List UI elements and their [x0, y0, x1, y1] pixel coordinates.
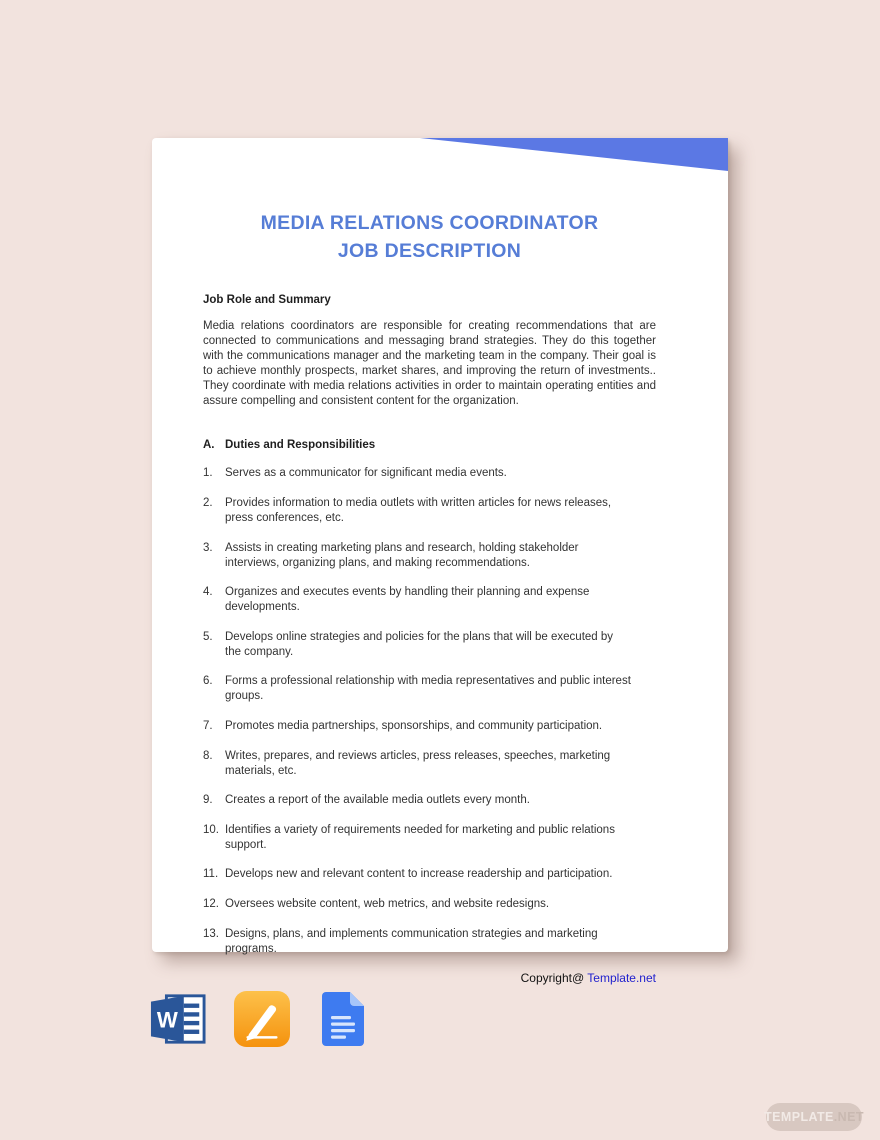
google-docs-icon[interactable]	[318, 991, 368, 1047]
duty-text: Assists in creating marketing plans and research, holding stakeholder interviews, organizing plans, and making recommendations.	[225, 541, 579, 569]
duty-number: 7.	[203, 720, 213, 732]
duty-number: 10.	[203, 823, 219, 836]
apple-pages-icon[interactable]	[234, 991, 290, 1047]
duty-text: Develops new and relevant content to increase readership and participation.	[225, 868, 613, 881]
duty-item-11	[203, 867, 656, 882]
duty-item-10	[203, 823, 656, 853]
duty-item-7	[203, 719, 656, 734]
duty-text: Organizes and executes events by handling their planning and expense developments.	[225, 586, 590, 614]
duties-section-title: Duties and Responsibilities	[225, 439, 376, 452]
duty-number: 2.	[203, 497, 213, 510]
available-format-icons	[150, 991, 368, 1047]
duty-text: Oversees website content, web metrics, and website redesigns.	[225, 897, 550, 910]
duty-number: 11.	[203, 868, 219, 881]
duty-item-4	[203, 585, 656, 615]
duties-list	[203, 466, 656, 956]
document-title-line1: MEDIA RELATIONS COORDINATOR	[260, 212, 599, 234]
watermark-tld-text: .NET	[833, 1110, 864, 1124]
microsoft-word-icon[interactable]	[150, 991, 206, 1047]
summary-paragraph: Media relations coordinators are responsible for creating recommendations that are connected to communications and messaging brand strategies. They do this together with the communications manager and the marketing team in the company. Their goal is to achieve monthly prospects, market shares, and improving the return of investments.. They coordinate with media relations activities in order to maintain operating entities and assure compelling and consistent content for the organization.	[203, 320, 656, 407]
duty-item-2	[203, 496, 656, 526]
duty-text: Promotes media partnerships, sponsorships, and community participation.	[225, 720, 603, 732]
duty-text: Serves as a communicator for significant media events.	[225, 467, 507, 480]
duty-item-9	[203, 793, 656, 808]
template-net-link[interactable]: Template.net	[587, 971, 656, 986]
duty-item-8	[203, 749, 656, 779]
document-title	[203, 209, 656, 265]
document-content	[203, 138, 656, 985]
summary-heading: Job Role and Summary	[203, 294, 331, 306]
duty-item-3	[203, 541, 656, 571]
duties-section-letter: A.	[203, 439, 215, 452]
duty-item-6	[203, 674, 656, 704]
duty-text: Designs, plans, and implements communication strategies and marketing programs.	[225, 927, 598, 955]
duty-number: 8.	[203, 749, 213, 762]
duties-section-heading	[203, 439, 656, 451]
duty-text: Forms a professional relationship with media representatives and public interest groups.	[225, 675, 631, 703]
document-page	[152, 138, 728, 986]
svg-text:W: W	[156, 1007, 178, 1033]
duty-number: 5.	[203, 630, 213, 643]
duty-number: 6.	[203, 675, 213, 688]
duty-text: Develops online strategies and policies for the plans that will be executed by the company.	[225, 630, 614, 658]
duty-text: Writes, prepares, and reviews articles, press releases, speeches, marketing materials, etc.	[225, 749, 611, 777]
duty-number: 12.	[203, 897, 219, 910]
watermark-brand-text: TEMPLATE	[764, 1110, 834, 1124]
template-net-watermark-badge	[766, 1103, 862, 1131]
duty-number: 3.	[203, 541, 213, 554]
copyright-prefix: Copyright@	[520, 971, 585, 986]
duty-item-5	[203, 630, 656, 660]
duty-number: 13.	[203, 927, 219, 940]
copyright-line	[203, 971, 656, 985]
duty-number: 1.	[203, 467, 213, 480]
duty-text: Creates a report of the available media outlets every month.	[225, 794, 530, 807]
duty-number: 4.	[203, 586, 213, 599]
duty-text: Provides information to media outlets with written articles for news releases, press conferences, etc.	[225, 497, 612, 525]
duty-item-12	[203, 897, 656, 912]
duty-item-1	[203, 466, 656, 481]
duty-text: Identifies a variety of requirements needed for marketing and public relations support.	[225, 823, 615, 851]
duty-number: 9.	[203, 794, 213, 807]
document-title-line2: JOB DESCRIPTION	[337, 240, 522, 262]
duty-item-13	[203, 927, 656, 957]
